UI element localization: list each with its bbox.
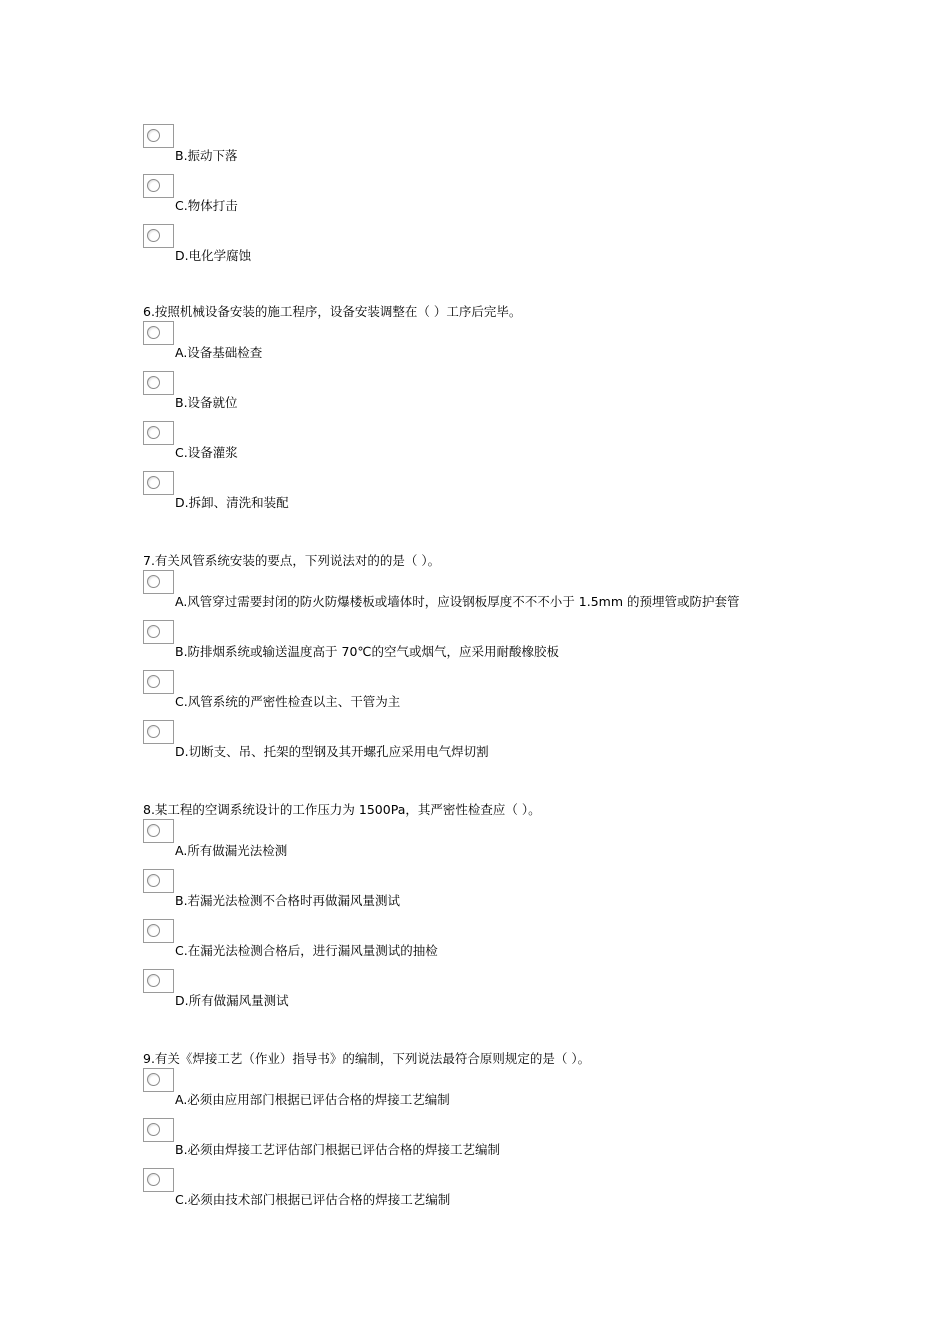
option-7c[interactable] <box>143 670 903 720</box>
option-label: B.必须由焊接工艺评估部门根据已评估合格的焊接工艺编制 <box>175 1142 501 1157</box>
radio-circle-icon <box>147 129 160 142</box>
radio-button[interactable] <box>143 371 174 395</box>
option-7d[interactable] <box>143 720 903 770</box>
radio-button[interactable] <box>143 819 174 843</box>
option-label: A.设备基础检查 <box>175 345 263 360</box>
option-label: A.所有做漏光法检测 <box>175 843 288 858</box>
option-label: C.必须由技术部门根据已评估合格的焊接工艺编制 <box>175 1192 451 1207</box>
option-8c[interactable] <box>143 919 903 969</box>
radio-circle-icon <box>147 376 160 389</box>
radio-circle-icon <box>147 824 160 837</box>
option-label: C.在漏光法检测合格后，进行漏风量测试的抽检 <box>175 943 438 958</box>
option-7a[interactable] <box>143 570 903 620</box>
question-6 <box>143 303 903 521</box>
radio-circle-icon <box>147 326 160 339</box>
option-5b[interactable] <box>143 124 903 174</box>
option-label: A.风管穿过需要封闭的防火防爆楼板或墙体时，应设钢板厚度不不不小于 1.5mm 的预埋管或防护套管 <box>175 594 740 609</box>
radio-circle-icon <box>147 1123 160 1136</box>
radio-circle-icon <box>147 1173 160 1186</box>
option-9c[interactable] <box>143 1168 903 1218</box>
radio-button[interactable] <box>143 969 174 993</box>
radio-circle-icon <box>147 974 160 987</box>
radio-button[interactable] <box>143 224 174 248</box>
radio-circle-icon <box>147 179 160 192</box>
radio-button[interactable] <box>143 1068 174 1092</box>
question-7 <box>143 552 903 770</box>
radio-circle-icon <box>147 675 160 688</box>
option-5d[interactable] <box>143 224 903 274</box>
radio-button[interactable] <box>143 471 174 495</box>
radio-circle-icon <box>147 874 160 887</box>
option-9a[interactable] <box>143 1068 903 1118</box>
question-9 <box>143 1050 903 1218</box>
radio-circle-icon <box>147 1073 160 1086</box>
option-label: D.拆卸、清洗和装配 <box>175 495 289 510</box>
radio-circle-icon <box>147 924 160 937</box>
radio-button[interactable] <box>143 1118 174 1142</box>
radio-button[interactable] <box>143 720 174 744</box>
option-label: D.所有做漏风量测试 <box>175 993 289 1008</box>
question-5-continued <box>143 124 903 274</box>
radio-button[interactable] <box>143 174 174 198</box>
option-label: B.防排烟系统或输送温度高于 70℃的空气或烟气，应采用耐酸橡胶板 <box>175 644 559 659</box>
question-stem: 8.某工程的空调系统设计的工作压力为 1500Pa，其严密性检查应（ ）。 <box>143 802 541 817</box>
option-label: B.若漏光法检测不合格时再做漏风量测试 <box>175 893 401 908</box>
option-6b[interactable] <box>143 371 903 421</box>
option-6c[interactable] <box>143 421 903 471</box>
option-8a[interactable] <box>143 819 903 869</box>
option-label: C.物体打击 <box>175 198 238 213</box>
radio-button[interactable] <box>143 869 174 893</box>
radio-button[interactable] <box>143 421 174 445</box>
question-stem: 7.有关风管系统安装的要点，下列说法对的的是（ ）。 <box>143 553 441 568</box>
option-9b[interactable] <box>143 1118 903 1168</box>
radio-button[interactable] <box>143 321 174 345</box>
option-6a[interactable] <box>143 321 903 371</box>
question-stem: 9.有关《焊接工艺（作业）指导书》的编制，下列说法最符合原则规定的是（ ）。 <box>143 1051 591 1066</box>
option-8d[interactable] <box>143 969 903 1019</box>
option-5c[interactable] <box>143 174 903 224</box>
option-label: B.振动下落 <box>175 148 238 163</box>
option-label: D.切断支、吊、托架的型钢及其开螺孔应采用电气焊切割 <box>175 744 489 759</box>
radio-circle-icon <box>147 229 160 242</box>
radio-button[interactable] <box>143 670 174 694</box>
option-label: B.设备就位 <box>175 395 238 410</box>
radio-circle-icon <box>147 625 160 638</box>
question-8 <box>143 801 903 1019</box>
question-stem: 6.按照机械设备安装的施工程序，设备安装调整在（ ）工序后完毕。 <box>143 304 522 319</box>
radio-button[interactable] <box>143 124 174 148</box>
option-label: C.风管系统的严密性检查以主、干管为主 <box>175 694 401 709</box>
radio-button[interactable] <box>143 919 174 943</box>
radio-circle-icon <box>147 426 160 439</box>
radio-circle-icon <box>147 575 160 588</box>
option-7b[interactable] <box>143 620 903 670</box>
option-label: C.设备灌浆 <box>175 445 238 460</box>
radio-button[interactable] <box>143 620 174 644</box>
option-label: A.必须由应用部门根据已评估合格的焊接工艺编制 <box>175 1092 450 1107</box>
radio-button[interactable] <box>143 570 174 594</box>
radio-button[interactable] <box>143 1168 174 1192</box>
option-label: D.电化学腐蚀 <box>175 248 252 263</box>
option-8b[interactable] <box>143 869 903 919</box>
radio-circle-icon <box>147 476 160 489</box>
option-6d[interactable] <box>143 471 903 521</box>
radio-circle-icon <box>147 725 160 738</box>
